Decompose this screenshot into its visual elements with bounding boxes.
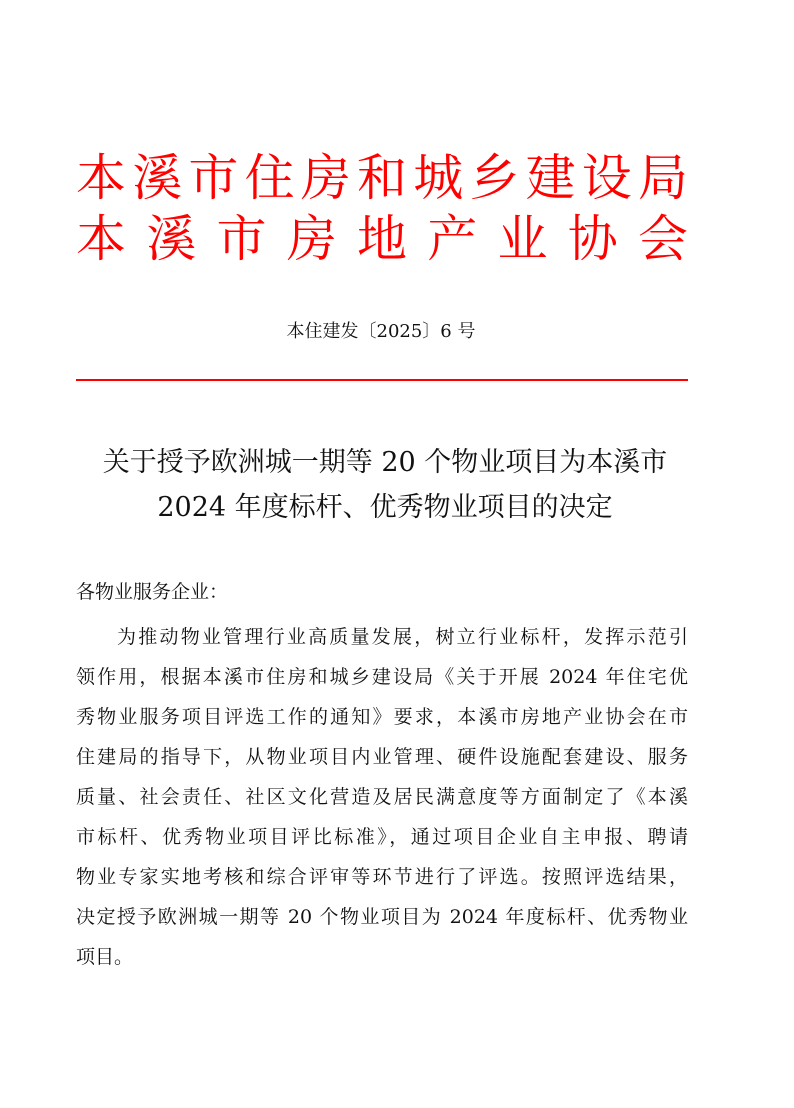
document-number: 本住建发〔2025〕6 号 [286,321,476,342]
document-title [60,440,710,530]
body-line: 质量、社会责任、社区文化营造及居民满意度等方面制定了《本溪 [76,786,688,808]
body-line: 市标杆、优秀物业项目评比标准》，通过项目企业自主申报、聘请 [76,826,688,848]
body-line: 决定授予欧洲城一期等 20 个物业项目为 2024 年度标杆、优秀物业 [76,906,688,928]
issuing-org-real-estate-association: 本溪市房地产业协会 [76,210,688,268]
issuing-org-housing-bureau: 本溪市住房和城乡建设局 [76,149,688,207]
body-line: 物业专家实地考核和综合评审等环节进行了评选。按照评选结果， [76,866,688,888]
body-line: 领作用，根据本溪市住房和城乡建设局《关于开展 2024 年住宅优 [76,666,688,688]
document-title-line-1: 关于授予欧洲城一期等 20 个物业项目为本溪市 [102,447,668,478]
document-title-line-2: 2024 年度标杆、优秀物业项目的决定 [157,492,613,523]
red-divider-line [76,379,688,381]
body-line: 住建局的指导下，从物业项目内业管理、硬件设施配套建设、服务 [76,746,688,768]
body-line: 秀物业服务项目评选工作的通知》要求，本溪市房地产业协会在市 [76,706,688,728]
salutation: 各物业服务企业： [76,581,229,603]
body-line: 项目。 [76,946,134,968]
body-line: 为推动物业管理行业高质量发展，树立行业标杆，发挥示范引 [117,626,688,648]
